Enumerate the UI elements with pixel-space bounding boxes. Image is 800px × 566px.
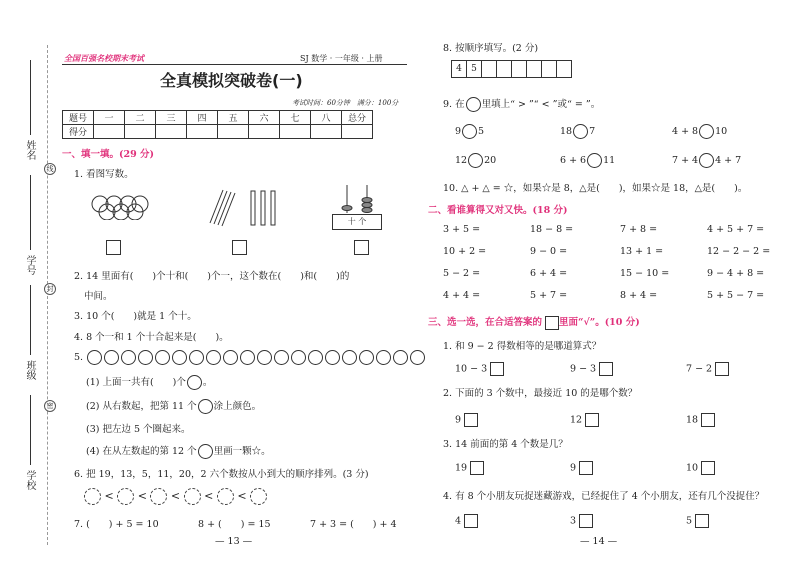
circle-icon[interactable] (274, 350, 289, 365)
abacus-picture (332, 183, 382, 215)
circle-icon[interactable] (189, 350, 204, 365)
flower-blank-icon[interactable] (117, 488, 134, 505)
abacus-label: 十 个 (332, 214, 382, 230)
option-label: 9 − 3 (570, 363, 597, 375)
option-checkbox[interactable] (579, 514, 593, 528)
id-line (30, 175, 31, 250)
section3-heading (428, 314, 640, 330)
flower-blank-icon[interactable] (150, 488, 167, 505)
score-input-cell[interactable] (249, 125, 280, 139)
answer-box[interactable] (354, 240, 369, 255)
score-input-cell[interactable] (156, 125, 187, 139)
option-item (570, 362, 613, 376)
compare-blank[interactable] (468, 153, 483, 168)
q7-part3: 7 + 3 = ( ) + 4 (310, 519, 397, 530)
cell: 七 (280, 111, 311, 125)
compare-item: 18 7 (560, 126, 596, 137)
bind-mark-line: 线 (44, 163, 56, 175)
q5-2-text: (2) 从右数起，把第 11 个 (86, 401, 197, 412)
brand-text: 全国百强名校期末考试 (64, 53, 144, 63)
cell: 二 (125, 111, 156, 125)
option-label: 9 (455, 414, 462, 426)
flower-blank-icon[interactable] (184, 488, 201, 505)
circle-icon[interactable] (342, 350, 357, 365)
option-item (570, 514, 593, 528)
option-checkbox[interactable] (701, 461, 715, 475)
score-input-cell[interactable] (125, 125, 156, 139)
bind-mark-secret: 密 (44, 400, 56, 412)
cell: 八 (311, 111, 342, 125)
section2-heading: 二、看谁算得又对又快。(18 分) (428, 205, 568, 216)
compare-blank[interactable] (462, 124, 477, 139)
s3q2-text: 2. 下面的 3 个数中，最接近 10 的是哪个数？ (443, 388, 638, 399)
circle-icon[interactable] (223, 350, 238, 365)
bind-mark-seal: 封 (44, 283, 56, 295)
page-title: 全真模拟突破卷(一) (160, 71, 303, 90)
option-label: 3 (570, 515, 577, 527)
page-number-right: — 14 — (580, 536, 618, 547)
calc-problem: 5 + 7 = (530, 290, 568, 301)
option-checkbox[interactable] (701, 413, 715, 427)
q5-1-end: 。 (202, 377, 213, 388)
circle-icon[interactable] (393, 350, 408, 365)
option-label: 4 (455, 515, 462, 527)
score-input-cell[interactable] (187, 125, 218, 139)
option-label: 10 − 3 (455, 363, 488, 375)
option-label: 12 (570, 414, 583, 426)
s3q1-text: 1. 和 9 − 2 得数相等的是哪道算式？ (443, 341, 602, 352)
option-checkbox[interactable] (585, 413, 599, 427)
score-input-cell[interactable] (94, 125, 125, 139)
circle-icon[interactable] (87, 350, 102, 365)
option-checkbox[interactable] (464, 413, 478, 427)
cell: 三 (156, 111, 187, 125)
compare-blank[interactable] (699, 153, 714, 168)
subject-text: SJ 数学 · 一年级 · 上册 (300, 54, 383, 63)
calc-problem: 15 − 10 = (620, 268, 670, 279)
q6-text: 6. 把 19，13，5，11，20，2 六个数按从小到大的顺序排列。(3 分) (74, 469, 369, 480)
s3q4-text: 4. 有 8 个小朋友玩捉迷藏游戏，已经捉住了 4 个小朋友，还有几个没捉住？ (443, 491, 765, 502)
calc-problem: 9 − 4 + 8 = (707, 268, 765, 279)
circle-icon (187, 375, 202, 390)
exam-info: 考试时间：60分钟 满分：100分 (292, 99, 399, 107)
name-line (30, 60, 31, 135)
seq-blank-cell[interactable] (481, 60, 497, 78)
circle-icon[interactable] (325, 350, 340, 365)
option-checkbox[interactable] (470, 461, 484, 475)
circle-icon[interactable] (376, 350, 391, 365)
cell: 六 (249, 111, 280, 125)
circle-icon[interactable] (410, 350, 425, 365)
seq-cell: 4 (451, 60, 467, 78)
calc-problem: 6 + 4 = (530, 268, 568, 279)
calc-problem: 5 − 2 = (443, 268, 481, 279)
q5-1-text: (1) 上面一共有( )个 (86, 377, 186, 388)
compare-blank[interactable] (699, 124, 714, 139)
cell: 一 (94, 111, 125, 125)
score-input-cell[interactable] (342, 125, 373, 139)
circle-icon[interactable] (172, 350, 187, 365)
class-line (30, 285, 31, 355)
q5-1 (86, 374, 212, 390)
calc-problem: 3 + 5 = (443, 224, 481, 235)
score-input-cell[interactable] (218, 125, 249, 139)
circle-icon[interactable] (308, 350, 323, 365)
answer-box[interactable] (106, 240, 121, 255)
circle-icon[interactable] (291, 350, 306, 365)
q2-text-cont: 中间。 (84, 291, 113, 302)
option-checkbox[interactable] (464, 514, 478, 528)
option-label: 5 (686, 515, 693, 527)
calc-problem: 4 + 4 = (443, 290, 481, 301)
q10-text: 10. △ + △ = ☆，如果☆是 8，△是( )，如果☆是 18，△是( )。 (443, 183, 748, 194)
circle-icon[interactable] (155, 350, 170, 365)
seq-blank-cell[interactable] (496, 60, 512, 78)
option-label: 7 − 2 (686, 363, 713, 375)
class-label: 班级 (24, 360, 35, 380)
compare-blank[interactable] (573, 124, 588, 139)
option-label: 10 (686, 462, 699, 474)
binding-line (47, 45, 48, 545)
s3q3-text: 3. 14 前面的第 4 个数是几？ (443, 439, 568, 450)
answer-box[interactable] (232, 240, 247, 255)
calc-problem: 18 − 8 = (530, 224, 574, 235)
option-label: 18 (686, 414, 699, 426)
compare-item: 7 + 4 4 + 7 (672, 155, 742, 166)
school-label: 学校 (24, 470, 35, 490)
q5-2-end: 涂上颜色。 (213, 401, 262, 412)
q5-3: (3) 把左边 5 个圈起来。 (86, 424, 191, 435)
score-table-row (63, 125, 373, 139)
option-item (686, 362, 729, 376)
option-item (570, 413, 599, 427)
cell: 题号 (63, 111, 94, 125)
option-checkbox[interactable] (599, 362, 613, 376)
score-input-cell[interactable] (311, 125, 342, 139)
flower-blank-icon[interactable] (84, 488, 101, 505)
q2-text: 2. 14 里面有( )个十和( )个一，这个数在( )和( )的 (74, 271, 350, 282)
q8-text: 8. 按顺序填写。(2 分) (443, 43, 539, 54)
compare-blank[interactable] (587, 153, 602, 168)
option-item (686, 413, 715, 427)
circle-icon[interactable] (240, 350, 255, 365)
circle-icon (198, 444, 213, 459)
q9-text (443, 96, 600, 112)
circle-icon[interactable] (121, 350, 136, 365)
seq-blank-cell[interactable] (511, 60, 527, 78)
calc-problem: 7 + 8 = (620, 224, 658, 235)
circle-icon[interactable] (206, 350, 221, 365)
calc-problem: 4 + 5 + 7 = (707, 224, 765, 235)
q5-label: 5. (74, 352, 84, 363)
compare-item: 9 5 (455, 126, 485, 137)
peaches-picture (90, 190, 150, 220)
q9-prefix: 9. 在 (443, 99, 465, 110)
section1-heading: 一、填一填。(29 分) (62, 149, 155, 160)
calc-problem: 10 + 2 = (443, 246, 487, 257)
score-table (62, 110, 373, 139)
seq-blank-cell[interactable] (526, 60, 542, 78)
circle-icon[interactable] (359, 350, 374, 365)
page-number-left: — 13 — (215, 536, 253, 547)
option-item (455, 514, 478, 528)
circle-icon[interactable] (104, 350, 119, 365)
q5-2 (86, 398, 261, 414)
calc-problem: 9 − 0 = (530, 246, 568, 257)
flower-sequence: < < < < < (84, 488, 267, 505)
cell: 总分 (342, 111, 373, 125)
school-line (30, 395, 31, 465)
circle-row (86, 352, 426, 363)
sequence-boxes (452, 60, 572, 78)
seq-blank-cell[interactable] (541, 60, 557, 78)
q5-4 (86, 443, 271, 459)
circle-icon (198, 399, 213, 414)
q5-line (74, 350, 426, 365)
option-item (686, 461, 715, 475)
calc-problem: 8 + 4 = (620, 290, 658, 301)
header-rule (62, 64, 407, 65)
option-checkbox[interactable] (715, 362, 729, 376)
circle-icon[interactable] (257, 350, 272, 365)
q9-suffix: 里填上“ > ”“ < ”或“ = ”。 (481, 99, 601, 110)
sticks-picture (205, 188, 285, 228)
q7-part2: 8 + ( ) = 15 (198, 519, 271, 530)
flower-blank-icon[interactable] (250, 488, 267, 505)
compare-item: 4 + 8 10 (672, 126, 728, 137)
q7-part1: 7. ( ) + 5 = 10 (74, 519, 159, 530)
calc-problem: 12 − 2 − 2 = (707, 246, 771, 257)
cell: 得分 (63, 125, 94, 139)
score-input-cell[interactable] (280, 125, 311, 139)
circle-icon[interactable] (138, 350, 153, 365)
section3-prefix: 三、选一选，在合适答案的 (428, 317, 543, 328)
option-item (455, 413, 478, 427)
checkbox-icon (545, 316, 559, 330)
seq-cell: 5 (466, 60, 482, 78)
q3-text: 3. 10 个( )就是 1 个十。 (74, 311, 197, 322)
option-item (570, 461, 593, 475)
q1-text: 1. 看图写数。 (74, 169, 134, 180)
option-label: 19 (455, 462, 468, 474)
student-id-label: 学号 (24, 255, 35, 275)
option-checkbox[interactable] (490, 362, 504, 376)
score-table-row (63, 111, 373, 125)
option-label: 9 (570, 462, 577, 474)
calc-problem: 13 + 1 = (620, 246, 664, 257)
option-checkbox[interactable] (695, 514, 709, 528)
compare-item: 6 + 6 11 (560, 155, 616, 166)
option-item (686, 514, 709, 528)
option-item (455, 362, 504, 376)
q5-4-text: (4) 在从左数起的第 12 个 (86, 446, 197, 457)
q4-text: 4. 8 个一和 1 个十合起来是( )。 (74, 332, 229, 343)
cell: 五 (218, 111, 249, 125)
circle-icon (466, 97, 481, 112)
seq-blank-cell[interactable] (556, 60, 572, 78)
section3-suffix: 里面“√”。(10 分) (559, 317, 640, 328)
cell: 四 (187, 111, 218, 125)
option-item (455, 461, 484, 475)
flower-blank-icon[interactable] (217, 488, 234, 505)
compare-item: 12 20 (455, 155, 497, 166)
name-label: 姓名 (24, 140, 35, 160)
option-checkbox[interactable] (579, 461, 593, 475)
calc-problem: 5 + 5 − 7 = (707, 290, 765, 301)
q5-4-end: 里画一颗☆。 (213, 446, 271, 457)
